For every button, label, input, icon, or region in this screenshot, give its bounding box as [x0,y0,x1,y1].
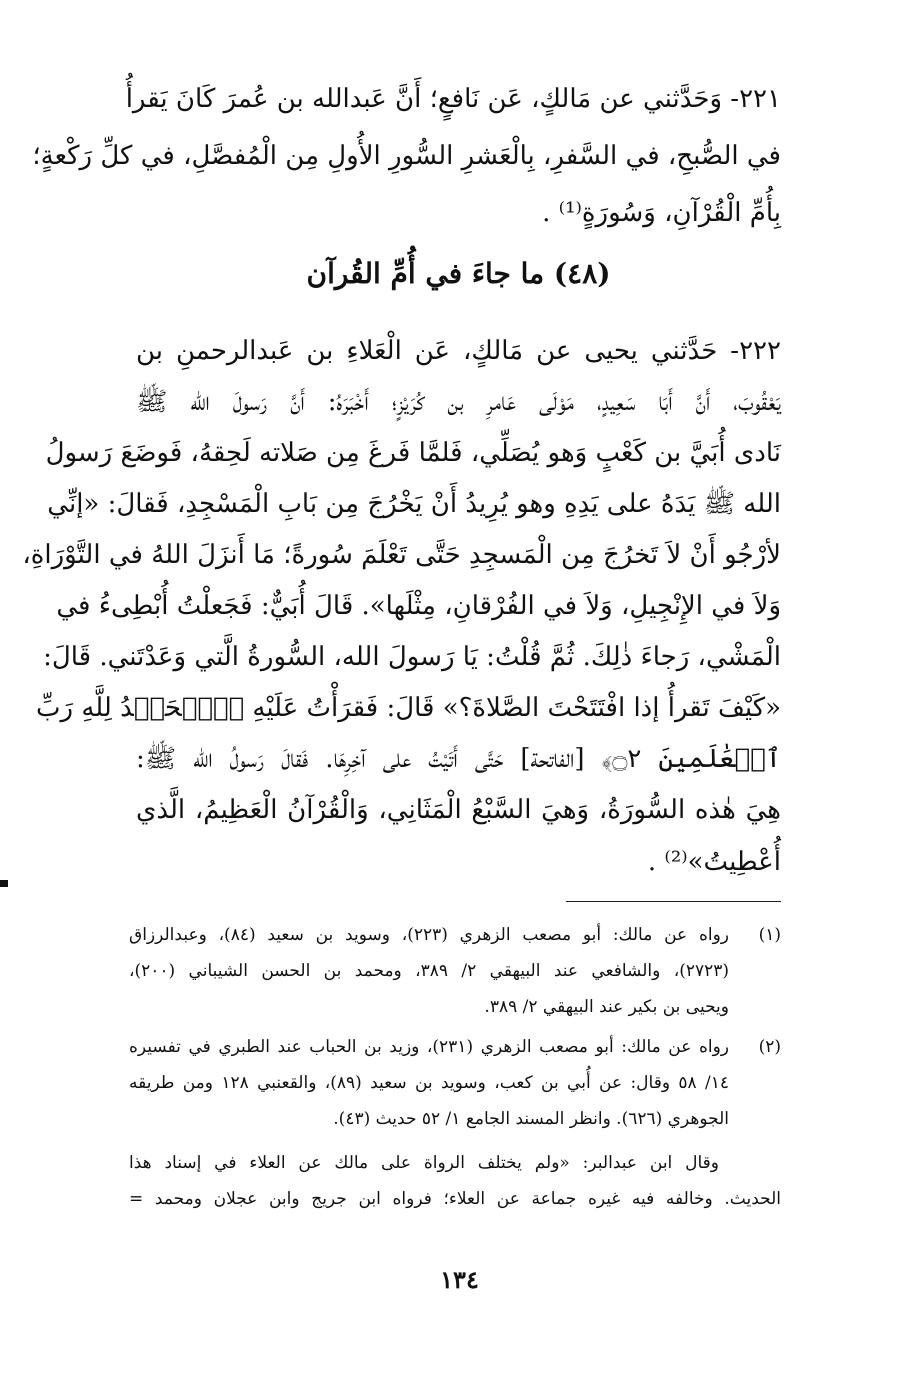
footnote-separator [566,901,781,902]
footnote-line: رواه عن مالك: أبو مصعب الزهري (٢٢٣)، وسويد بن سعيد (٨٤)، وعبدالرزاق [129,925,729,945]
footnote-line: الحديث. وخالفه فيه غيره جماعة عن العلاء؛ فرواه ابن جريج وابن عجلان ومحمد = [129,1189,781,1209]
footnote-number: (٢) [758,1037,781,1057]
hadith-222-line: يَعْقُوبَ، أَنَّ أَبَا سَعِيدٍ، مَوْلَى عَامرِ بن كُرَيْزٍ؛ أَخْبَرَهُ: أَنَّ رَسولَ الله ﷺ [136,387,781,417]
footnote-line: الجوهري (٦٢٦). وانظر المسند الجامع ١/ ٥٢ حديث (٤٣). [333,1109,729,1129]
margin-mark [0,880,8,887]
hadith-222-line: أُعْطِيتُ»⁽²⁾ . [647,847,781,877]
hadith-222-line: لأرْجُو أَنْ لاَ تَخرُجَ مِن الْمَسجِدِ حَتَّى تَعْلَمَ سُورةً؛ مَا أَنزَلَ اللهُ في التَّوْرَاةِ، [22,540,781,570]
page-number: ١٣٤ [440,1265,479,1294]
hadith-222-line: ٢٢٢- حَدَّثني يحيى عن مَالكٍ، عَن الْعَلاءِ بن عَبدالرحمنِ بن [136,336,781,366]
hadith-222-line: ٱلۡعَٰلَمِينَ ۝٢﴾ [الفاتحة] حَتَّى أَتَيْتُ على آخِرِهَا. فَقالَ رَسولُ الله ﷺ: [136,744,781,774]
hadith-222-line: الْمَشْي، رَجاءَ ذٰلِكَ. ثُمَّ قُلْتُ: يَا رَسولَ الله، السُّورةُ الَّتي وَعَدْتَني. قَالَ: [43,642,781,672]
footnote-line: ويحيى بن بكير عند البيهقي ٢/ ٣٨٩. [484,997,729,1017]
footnote-line: ١٤/ ٥٨ وقال: عن أُبي بن كعب، وسويد بن سعيد (٨٩)، والقعنبي ١٢٨ ومن طريقه [129,1073,729,1093]
hadith-221-line: ٢٢١- وَحَدَّثني عن مَالكٍ، عَن نَافعٍ؛ أَنَّ عَبدالله بن عُمرَ كَانَ يَقرأُ [125,84,781,114]
footnote-line: وقال ابن عبدالبر: «ولم يختلف الرواة على مالك عن العلاء في إسناد هذا [129,1153,719,1173]
footnote-number: (١) [758,925,781,945]
hadith-221-line: بِأُمِّ الْقُرْآنِ، وَسُورَةٍ⁽¹⁾ . [542,198,781,228]
hadith-222-line: الله ﷺ يَدَهُ على يَدِهِ وهو يُرِيدُ أَنْ يَخْرُجَ مِن بَابِ الْمَسْجِدِ، فَقالَ: «إنِّي [47,489,781,519]
footnote-line: (٢٧٢٣)، والشافعي عند البيهقي ٢/ ٣٨٩، ومحمد بن الحسن الشيباني (٢٠٠)، [129,961,730,981]
hadith-222-line: «كَيْفَ تَقرأُ إذا افْتَتَحْتَ الصَّلاةَ؟» قَالَ: فَقرَأْتُ عَلَيْهِ ﴿ٱلۡحَمۡدُ لِلَّهِ رَبِّ [36,693,781,723]
section-heading: (٤٨) ما جاءَ في أُمِّ القُرآن [306,257,611,290]
hadith-222-line: وَلاَ في الإِنْجِيلِ، وَلاَ في الفُرْقانِ، مِثْلَها». قَالَ أُبَيٌّ: فَجَعلْتُ أُبْطِىءُ في [56,591,781,621]
hadith-221-line: في الصُّبحِ، في السَّفرِ، بِالْعَشرِ السُّورِ الأُولِ مِن الْمُفصَّلِ، في كلِّ رَكْعةٍ؛ [32,141,781,171]
hadith-222-line: نَادى أُبَيَّ بن كَعْبٍ وَهو يُصَلِّي، فَلمَّا فَرغَ مِن صَلاته لَحِقهُ، فَوضَعَ رَسولُ [45,438,781,468]
footnote-line: رواه عن مالك: أبو مصعب الزهري (٢٣١)، وزيد بن الحباب عند الطبري في تفسيره [129,1037,730,1057]
hadith-222-line: هِيَ هٰذه السُّورَةُ، وَهيَ السَّبْعُ الْمَثَانِي، وَالْقُرْآنُ الْعَظِيمُ، الَّذي [136,795,781,825]
